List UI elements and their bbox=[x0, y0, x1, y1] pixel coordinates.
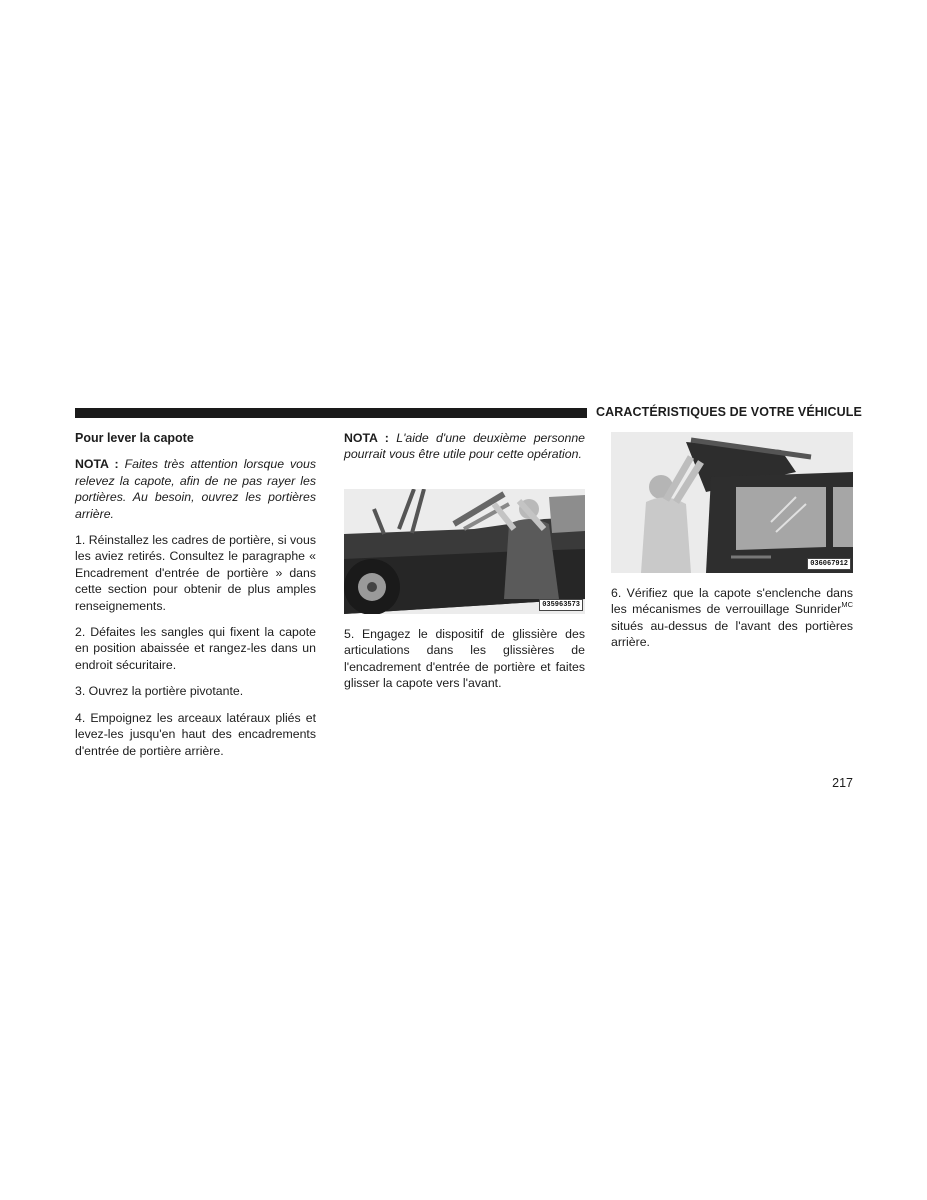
step-2: 2. Défaites les sangles qui fixent la capote en position abaissée et rangez-les dans un endroit sécuritaire. bbox=[75, 625, 316, 672]
step-1: 1. Réinstallez les cadres de portière, si vous les aviez retirés. Consultez le paragraphe « Encadrement d'entrée de portière » dans cette section pour obtenir de plus amples renseignements. bbox=[75, 533, 316, 613]
illustration-graphic bbox=[611, 432, 853, 573]
note-paragraph bbox=[75, 456, 316, 522]
column-3 bbox=[611, 430, 853, 661]
procedure-heading: Pour lever la capote bbox=[75, 431, 194, 445]
figure-code: 036067912 bbox=[807, 558, 851, 570]
note-label: NOTA : bbox=[344, 431, 389, 445]
note-text: Faites très attention lorsque vous relevez la capote, afin de ne pas rayer les portières. Au besoin, ouvrez les portières arrière. bbox=[75, 457, 316, 521]
page-number: 217 bbox=[832, 776, 853, 790]
note-paragraph bbox=[344, 430, 585, 463]
step-5: 5. Engagez le dispositif de glissière des articulations dans les glissières de l'encadrement d'entrée de portière et faites glisser la capote vers l'avant. bbox=[344, 626, 585, 691]
illustration-latching-top bbox=[611, 432, 853, 573]
step-6-text: 6. Vérifiez que la capote s'enclenche dans les mécanismes de verrouillage Sunrider bbox=[611, 586, 853, 617]
illustration-raising-top bbox=[344, 489, 585, 614]
step-6-text-end: situés au-dessus de l'avant des portières arrière. bbox=[611, 618, 853, 650]
column-2 bbox=[344, 430, 585, 701]
figure-code: 035963573 bbox=[539, 599, 583, 611]
step-3: 3. Ouvrez la portière pivotante. bbox=[75, 684, 244, 699]
section-title: CARACTÉRISTIQUES DE VOTRE VÉHICULE bbox=[596, 405, 862, 419]
illustration-graphic bbox=[344, 489, 585, 614]
step-4: 4. Empoignez les arceaux latéraux pliés et levez-les jusqu'en haut des encadrements d'entrée de portière arrière. bbox=[75, 710, 316, 758]
column-1 bbox=[75, 430, 316, 769]
step-6 bbox=[611, 585, 853, 651]
header-rule bbox=[75, 408, 587, 418]
note-text: L'aide d'une deuxième personne pourrait vous être utile pour cette opération. bbox=[344, 431, 585, 462]
trademark-superscript: MC bbox=[841, 600, 853, 610]
note-label: NOTA : bbox=[75, 457, 119, 472]
